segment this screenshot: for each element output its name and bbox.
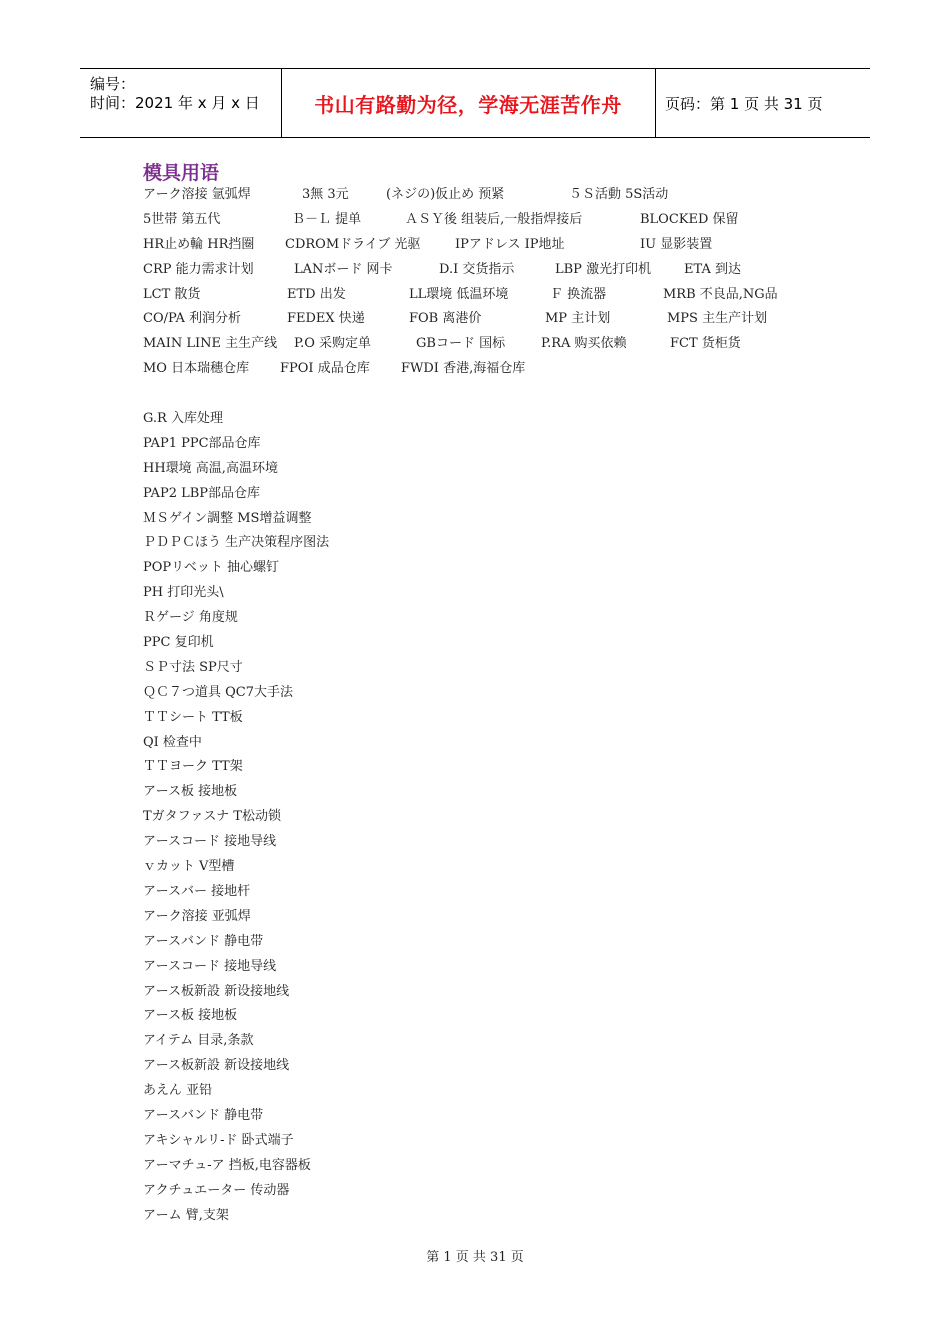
glossary-term: MP 主计划 (545, 311, 611, 327)
glossary-grid-row (143, 233, 843, 258)
glossary-list-item: Ｒゲージ 角度规 (143, 610, 238, 626)
glossary-list-item: アースコード 接地导线 (143, 958, 277, 974)
glossary-list-item: アーマチュ-ア 挡板,电容器板 (143, 1157, 311, 1173)
glossary-term: (ネジの)仮止め 预紧 (386, 187, 505, 202)
glossary-term: LL環境 低温环境 (409, 286, 509, 302)
glossary-list-item: アーク溶接 亚弧焊 (143, 908, 251, 924)
page-footer: 第 1 页 共 31 页 (426, 1250, 524, 1265)
glossary-term: LCT 散货 (143, 286, 201, 302)
glossary-list-item: アース板新設 新设接地线 (143, 1058, 290, 1074)
glossary-term: Ｂ－Ｌ 提单 (292, 211, 362, 227)
glossary-grid (143, 183, 843, 382)
glossary-list-item: アースバンド 静电带 (143, 933, 264, 949)
glossary-list-item: あえん 亚铅 (143, 1083, 213, 1099)
glossary-list-item: ＳＰ寸法 SP尺寸 (143, 659, 243, 675)
glossary-list-item: ＴＴシート TT板 (143, 709, 243, 725)
glossary-term: 5世帯 第五代 (143, 211, 221, 227)
glossary-term: BLOCKED 保留 (640, 211, 739, 227)
glossary-term: P.O 采购定单 (294, 336, 372, 352)
header-motto: 书山有路勤为径，学海无涯苦作舟 (281, 69, 656, 137)
glossary-term: FOB 离港价 (409, 311, 482, 327)
glossary-grid-row (143, 283, 843, 308)
header-left-cell (80, 69, 282, 137)
glossary-list-item: アースコード 接地导线 (143, 834, 277, 850)
header-table (80, 68, 870, 138)
glossary-list-item: ｖカット V型槽 (143, 859, 235, 875)
glossary-list (143, 407, 843, 1228)
glossary-term: MPS 主生产计划 (667, 311, 768, 327)
glossary-term: 3無 3元 (302, 187, 349, 202)
glossary-list-item: ＴＴヨーク TT架 (143, 759, 243, 775)
glossary-term: CO/PA 利润分析 (143, 311, 242, 327)
glossary-list-item: アース板 接地板 (143, 1008, 238, 1024)
document-time-label: 时间：2021 年 x 月 x 日 (90, 94, 260, 112)
glossary-term: LANボード 网卡 (294, 261, 393, 277)
glossary-list-item: アキシャルリ-ド 卧式端子 (143, 1132, 294, 1148)
glossary-list-item: アース板 接地板 (143, 784, 238, 800)
glossary-list-item: POPリベット 抽心螺钉 (143, 560, 280, 576)
glossary-list-item: Tガタファスナ T松动锁 (143, 809, 281, 825)
glossary-term: GBコード 国标 (416, 336, 506, 352)
glossary-list-item: G.R 入库处理 (143, 411, 223, 427)
glossary-grid-row (143, 307, 843, 332)
glossary-term: ETA 到达 (684, 261, 741, 277)
glossary-term: FCT 货柜货 (670, 336, 741, 352)
glossary-term: P.RA 购买依赖 (541, 336, 627, 352)
glossary-list-item: ＭＳゲイン調整 MS增益调整 (143, 510, 312, 526)
glossary-list-item: アーム 臂,支架 (143, 1207, 229, 1223)
glossary-term: CRP 能力需求计划 (143, 261, 254, 277)
glossary-list-item: QI 检查中 (143, 734, 202, 750)
glossary-grid-row (143, 357, 843, 382)
glossary-term: IPアドレス IP地址 (455, 236, 565, 252)
glossary-grid-row (143, 332, 843, 357)
glossary-term: FPOI 成品仓库 (280, 361, 370, 377)
glossary-list-item: PPC 复印机 (143, 635, 214, 651)
glossary-term: ETD 出发 (287, 286, 346, 302)
glossary-body (143, 183, 843, 1228)
glossary-list-item: アクチュエーター 传动器 (143, 1182, 290, 1198)
glossary-grid-row (143, 183, 843, 208)
glossary-list-item: PAP1 PPC部品仓库 (143, 435, 261, 451)
glossary-term: アーク溶接 氩弧焊 (143, 187, 251, 202)
glossary-term: Ｆ 换流器 (550, 286, 607, 302)
glossary-term: IU 显影装置 (640, 236, 713, 252)
glossary-list-item: ＰＤＰＣほう 生产决策程序图法 (143, 535, 330, 551)
glossary-term: LBP 激光打印机 (555, 261, 652, 277)
glossary-list-item: ＱＣ７つ道具 QC7大手法 (143, 684, 294, 700)
glossary-term: FEDEX 快递 (287, 311, 365, 327)
document-number-label: 编号： (90, 75, 136, 93)
glossary-term: CDROMドライブ 光驱 (285, 236, 421, 252)
glossary-list-item: アイテム 目录,条款 (143, 1033, 254, 1049)
glossary-grid-row (143, 258, 843, 283)
glossary-term: MRB 不良品,NG品 (663, 286, 778, 302)
header-page-number: 页码：第 1 页 共 31 页 (665, 94, 823, 113)
document-title: 模具用语 (143, 162, 220, 184)
glossary-list-item: アースバンド 静电带 (143, 1107, 264, 1123)
glossary-list-item: PAP2 LBP部品仓库 (143, 485, 261, 501)
glossary-term: HR止め輪 HR挡圈 (143, 236, 255, 252)
glossary-term: MAIN LINE 主生产线 (143, 336, 278, 352)
glossary-list-item: PH 打印光头\ (143, 585, 224, 601)
glossary-list-item: アース板新設 新设接地线 (143, 983, 290, 999)
glossary-list-item: アースバー 接地杆 (143, 883, 251, 899)
glossary-term: ＡＳＹ後 组装后,一般指焊接后 (405, 211, 583, 227)
spacer (143, 382, 843, 407)
glossary-term: ５Ｓ活動 5S活动 (569, 187, 669, 202)
glossary-list-item: HH環境 高温,高温环境 (143, 460, 278, 476)
glossary-grid-row (143, 208, 843, 233)
glossary-term: FWDI 香港,海福仓库 (401, 361, 526, 377)
glossary-term: MO 日本瑞穗仓库 (143, 361, 250, 377)
glossary-term: D.I 交货指示 (439, 261, 515, 277)
